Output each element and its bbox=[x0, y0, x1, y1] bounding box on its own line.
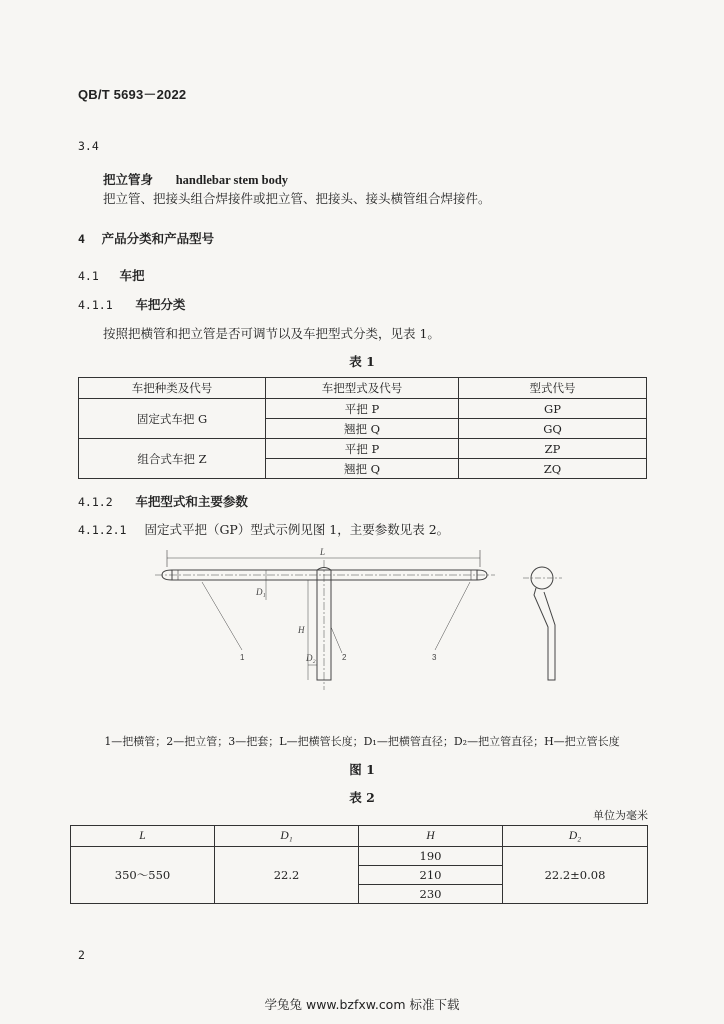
section-4-1-heading bbox=[78, 266, 145, 284]
table-cell: 翘把 Q bbox=[266, 419, 459, 439]
section-4-1-2-1 bbox=[78, 520, 449, 538]
table-2 bbox=[70, 825, 648, 904]
figure-1-title: 图 1 bbox=[349, 762, 375, 777]
section-4-1-number: 4.1 bbox=[78, 269, 99, 283]
table-1-kind-combined: 组合式车把 Z bbox=[79, 439, 266, 479]
document-code: QB/T 5693－2022 bbox=[78, 87, 187, 102]
section-4-1-1-number: 4.1.1 bbox=[78, 298, 113, 312]
table-cell: 平把 P bbox=[266, 439, 459, 459]
table-row bbox=[79, 439, 647, 459]
leader-2 bbox=[331, 627, 342, 653]
side-view-stem bbox=[534, 588, 555, 680]
table-cell: ZP bbox=[459, 439, 647, 459]
table-1-kind-fixed: 固定式车把 G bbox=[79, 399, 266, 439]
table-1-header-kind: 车把种类及代号 bbox=[79, 378, 266, 399]
section-3-4-number: 3.4 bbox=[78, 139, 99, 153]
leader-3 bbox=[435, 582, 470, 650]
table-2-H-value: 190 bbox=[359, 847, 503, 866]
page-number: 2 bbox=[78, 948, 85, 962]
table-2-header-H: H bbox=[359, 826, 503, 847]
term-definition: 把立管、把接头组合焊接件或把立管、把接头、接头横管组合焊接件。 bbox=[103, 191, 491, 206]
figure-1-caption: 1—把横管；2—把立管；3—把套；L—把横管长度；D₁—把横管直径；D₂—把立管直径；H—把立管长度 bbox=[104, 735, 620, 748]
section-4-1-2-heading bbox=[78, 492, 248, 510]
leader-1 bbox=[202, 582, 242, 650]
table-row bbox=[79, 399, 647, 419]
table-2-H-value: 210 bbox=[359, 866, 503, 885]
table-2-header-D2: D₂ bbox=[503, 826, 648, 847]
label-D1: D₁ bbox=[256, 587, 266, 597]
table-1-header-form: 车把型式及代号 bbox=[266, 378, 459, 399]
table-cell: ZQ bbox=[459, 459, 647, 479]
section-4-1-2-1-text: 固定式平把（GP）型式示例见图 1，主要参数见表 2。 bbox=[144, 522, 450, 537]
section-4-1-1-text: 按照把横管和把立管是否可调节以及车把型式分类，见表 1。 bbox=[103, 326, 440, 341]
label-H: H bbox=[298, 625, 305, 635]
section-4-1-1-heading bbox=[78, 295, 185, 313]
table-2-title: 表 2 bbox=[349, 790, 375, 805]
table-1-title: 表 1 bbox=[349, 354, 375, 369]
term-heading bbox=[103, 170, 288, 188]
table-2-H-value: 230 bbox=[359, 885, 503, 904]
label-part-1: 1 bbox=[240, 653, 245, 662]
table-2-header-L: L bbox=[71, 826, 215, 847]
section-4-1-1-title: 车把分类 bbox=[135, 297, 186, 312]
table-cell: 平把 P bbox=[266, 399, 459, 419]
table-cell: GQ bbox=[459, 419, 647, 439]
section-4-title: 产品分类和产品型号 bbox=[101, 231, 215, 246]
footer-download-text: 学兔兔 www.bzfxw.com 标准下载 bbox=[264, 997, 460, 1012]
term-english: handlebar stem body bbox=[175, 173, 289, 187]
table-2-L-value: 350～550 bbox=[71, 847, 215, 904]
table-row bbox=[71, 847, 648, 866]
table-2-unit-note: 单位为毫米 bbox=[593, 809, 648, 822]
label-L: L bbox=[320, 547, 326, 557]
figure-1-drawing bbox=[150, 545, 580, 695]
label-part-2: 2 bbox=[342, 653, 347, 662]
label-part-3: 3 bbox=[432, 653, 437, 662]
section-4-heading bbox=[78, 229, 214, 247]
table-1 bbox=[78, 377, 647, 479]
table-2-D1-value: 22.2 bbox=[215, 847, 359, 904]
table-cell: GP bbox=[459, 399, 647, 419]
table-cell: 翘把 Q bbox=[266, 459, 459, 479]
section-4-1-title: 车把 bbox=[119, 268, 145, 283]
section-4-1-2-1-number: 4.1.2.1 bbox=[78, 523, 127, 537]
section-4-1-2-number: 4.1.2 bbox=[78, 495, 113, 509]
label-D2: D₂ bbox=[306, 653, 316, 663]
section-4-1-2-title: 车把型式和主要参数 bbox=[135, 494, 248, 509]
section-4-number: 4 bbox=[78, 232, 85, 246]
table-2-D2-value: 22.2±0.08 bbox=[503, 847, 648, 904]
term-chinese: 把立管身 bbox=[103, 172, 154, 187]
table-1-header-code: 型式代号 bbox=[459, 378, 647, 399]
table-2-header-D1: D₁ bbox=[215, 826, 359, 847]
